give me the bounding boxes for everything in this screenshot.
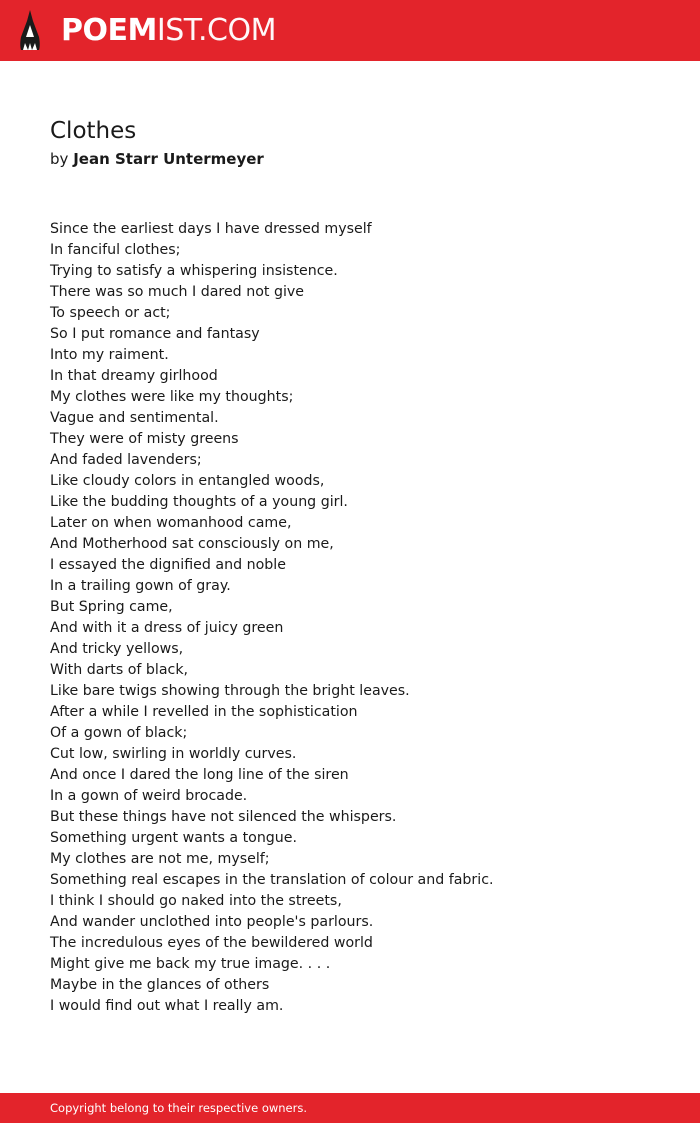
copyright-text: Copyright belong to their respective owners. — [50, 1101, 308, 1115]
poem-author: Jean Starr Untermeyer — [73, 150, 264, 168]
poem-line: And tricky yellows, — [50, 641, 184, 657]
poem-line: Trying to satisfy a whispering insistence. — [50, 263, 338, 279]
poem-line: The incredulous eyes of the bewildered world — [50, 935, 373, 951]
poem-line: And once I dared the long line of the siren — [50, 767, 349, 783]
poem-line: In a gown of weird brocade. — [50, 788, 248, 804]
poem-line: And with it a dress of juicy green — [50, 620, 284, 636]
poem-line: My clothes were like my thoughts; — [50, 389, 294, 405]
poem-line: To speech or act; — [50, 305, 171, 321]
site-header — [0, 0, 700, 61]
poem-line: After a while I revelled in the sophistication — [50, 704, 358, 720]
poem-line: Vague and sentimental. — [50, 410, 219, 426]
poem-line: Like bare twigs showing through the bright leaves. — [50, 683, 410, 699]
poem-line: I essayed the dignified and noble — [50, 557, 286, 573]
poem-line: Like the budding thoughts of a young girl. — [50, 494, 348, 510]
poem-line: Something urgent wants a tongue. — [50, 830, 298, 846]
poem-line: Of a gown of black; — [50, 725, 188, 741]
poem-line: They were of misty greens — [50, 431, 239, 447]
poem-line: I would find out what I really am. — [50, 998, 284, 1014]
poem-line: And wander unclothed into people's parlours. — [50, 914, 374, 930]
poem-line: Might give me back my true image. . . . — [50, 956, 331, 972]
poem-byline — [50, 149, 264, 169]
site-logo[interactable] — [61, 12, 276, 50]
poem-line: Since the earliest days I have dressed myself — [50, 221, 372, 237]
poem-line: In fanciful clothes; — [50, 242, 181, 258]
poem-line: I think I should go naked into the streets, — [50, 893, 342, 909]
poem-line: In that dreamy girlhood — [50, 368, 218, 384]
by-label: by — [50, 150, 69, 168]
poem-line: But Spring came, — [50, 599, 173, 615]
poem-line: There was so much I dared not give — [50, 284, 305, 300]
poem-line: Something real escapes in the translation of colour and fabric. — [50, 872, 494, 888]
poem-line: Cut low, swirling in worldly curves. — [50, 746, 297, 762]
poem-line: Maybe in the glances of others — [50, 977, 270, 993]
poem-line: My clothes are not me, myself; — [50, 851, 270, 867]
poem-line: In a trailing gown of gray. — [50, 578, 231, 594]
poem-line: And Motherhood sat consciously on me, — [50, 536, 334, 552]
site-footer — [0, 1093, 700, 1123]
poem-title: Clothes — [50, 118, 137, 144]
logo-bold-text: POEM — [61, 13, 157, 48]
poem-line: So I put romance and fantasy — [50, 326, 260, 342]
poem-line: Later on when womanhood came, — [50, 515, 292, 531]
poem-line: With darts of black, — [50, 662, 189, 678]
poem-line: But these things have not silenced the whispers. — [50, 809, 397, 825]
pencil-icon[interactable] — [17, 9, 43, 51]
poem-line: Into my raiment. — [50, 347, 169, 363]
poem-line: And faded lavenders; — [50, 452, 202, 468]
poem-line: Like cloudy colors in entangled woods, — [50, 473, 325, 489]
logo-light-text: IST.COM — [156, 13, 276, 48]
poem-body — [50, 219, 670, 1017]
